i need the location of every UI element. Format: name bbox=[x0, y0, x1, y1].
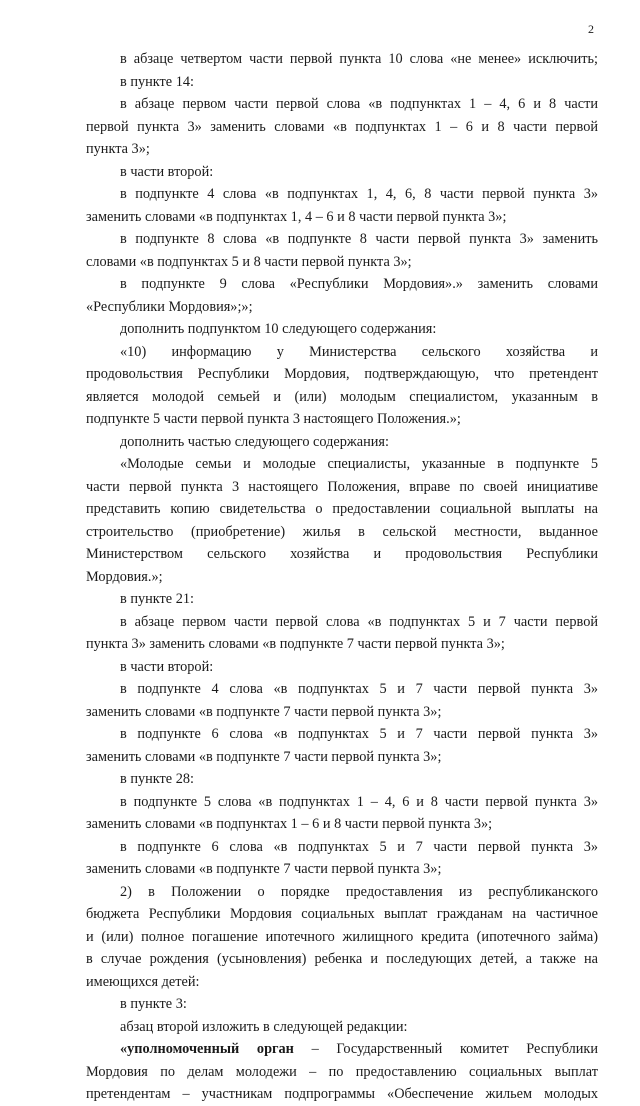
text-line: заменить словами «в подпункте 7 части первой пункта 3»; bbox=[86, 703, 442, 720]
text-line: в случае рождения (усыновления) ребенка и последующих детей, а также на bbox=[86, 951, 598, 967]
text-line: «Молодые семьи и молодые специалисты, указанные в подпункте 5 bbox=[120, 456, 598, 472]
text-line: Мордовия по делам молодежи – по предоставлению социальных выплат bbox=[86, 1063, 598, 1080]
text-line: подпункте 5 части первой пункта 3 настоящего Положения.»; bbox=[86, 411, 461, 427]
text-line: имеющихся детей: bbox=[86, 973, 200, 990]
bold-term: «уполномоченный орган bbox=[120, 1041, 294, 1057]
text-line: дополнить частью следующего содержания: bbox=[120, 433, 389, 450]
text-line: продовольствия Республики Мордовия, подтверждающую, что претендент bbox=[86, 366, 598, 382]
text-line: в подпункте 4 слова «в подпунктах 1, 4, 6, 8 части первой пункта 3» bbox=[120, 186, 598, 202]
text-line: заменить словами «в подпунктах 1 – 6 и 8 части первой пункта 3»; bbox=[86, 816, 493, 832]
text-line: словами «в подпунктах 5 и 8 части первой пункта 3»; bbox=[86, 253, 412, 270]
text-line: и (или) полное погашение ипотечного жилищного кредита (ипотечного займа) bbox=[86, 928, 598, 945]
text-line: в пункте 28: bbox=[120, 771, 194, 787]
text-line: претендентам – участникам подпрограммы «Обеспечение жильем молодых bbox=[86, 1086, 598, 1102]
text-line: в абзаце четвертом части первой пункта 10 слова «не менее» исключить; bbox=[120, 51, 598, 67]
text-line: заменить словами «в подпункте 7 части первой пункта 3»; bbox=[86, 748, 442, 765]
text-line: в абзаце первом части первой слова «в подпунктах 1 – 4, 6 и 8 части bbox=[120, 96, 598, 112]
text-line: в абзаце первом части первой слова «в подпунктах 5 и 7 части первой bbox=[120, 613, 598, 630]
text-line: «10) информацию у Министерства сельского хозяйства и bbox=[120, 343, 598, 360]
text-line: части первой пункта 3 настоящего Положения, вправе по своей инициативе bbox=[86, 478, 598, 495]
text-line: заменить словами «в подпункте 7 части первой пункта 3»; bbox=[86, 861, 442, 877]
text-line: в подпункте 4 слова «в подпунктах 5 и 7 части первой пункта 3» bbox=[120, 681, 598, 697]
page-number: 2 bbox=[588, 22, 594, 36]
text-line: в подпункте 8 слова «в подпункте 8 части первой пункта 3» заменить bbox=[120, 231, 598, 247]
text-line: пункта 3»; bbox=[86, 141, 150, 157]
text-line: в подпункте 9 слова «Республики Мордовия».» заменить словами bbox=[120, 276, 598, 292]
text-line: в части второй: bbox=[120, 163, 214, 180]
text-line: «Республики Мордовия»;»; bbox=[86, 298, 253, 315]
text-line: является молодой семьей и (или) молодым специалистом, указанным в bbox=[86, 388, 598, 405]
text-line: в подпункте 5 слова «в подпунктах 1 – 4, 6 и 8 части первой пункта 3» bbox=[120, 793, 598, 810]
text-line: в подпункте 6 слова «в подпунктах 5 и 7 части первой пункта 3» bbox=[120, 838, 598, 855]
text-line: в подпункте 6 слова «в подпунктах 5 и 7 части первой пункта 3» bbox=[120, 726, 598, 742]
text-line: в пункте 3: bbox=[120, 996, 187, 1012]
text-line: первой пункта 3» заменить словами «в подпунктах 1 – 6 и 8 части первой bbox=[86, 118, 598, 135]
text-line: заменить словами «в подпунктах 1, 4 – 6 и 8 части первой пункта 3»; bbox=[86, 208, 507, 225]
text-line: Министерством сельского хозяйства и продовольствия Республики bbox=[86, 546, 598, 562]
text-line: строительство (приобретение) жилья в сельской местности, выданное bbox=[86, 523, 598, 540]
text-line: в части второй: bbox=[120, 658, 214, 675]
text-line: 2) в Положении о порядке предоставления из республиканского bbox=[120, 883, 598, 900]
text-line: абзац второй изложить в следующей редакции: bbox=[120, 1018, 408, 1035]
text-line: представить копию свидетельства о предоставлении социальной выплаты на bbox=[86, 501, 598, 517]
document-body bbox=[86, 48, 598, 1106]
text-line: в пункте 14: bbox=[120, 73, 194, 90]
text-line: в пункте 21: bbox=[120, 591, 194, 607]
definition-line bbox=[86, 1038, 598, 1061]
text-line: бюджета Республики Мордовия социальных выплат гражданам на частичное bbox=[86, 906, 598, 922]
text-line: пункта 3» заменить словами «в подпункте 7 части первой пункта 3»; bbox=[86, 636, 505, 652]
text-line: дополнить подпунктом 10 следующего содержания: bbox=[120, 321, 437, 337]
definition-text: – Государственный комитет Республики bbox=[311, 1041, 598, 1057]
text-line: Мордовия.»; bbox=[86, 568, 163, 585]
